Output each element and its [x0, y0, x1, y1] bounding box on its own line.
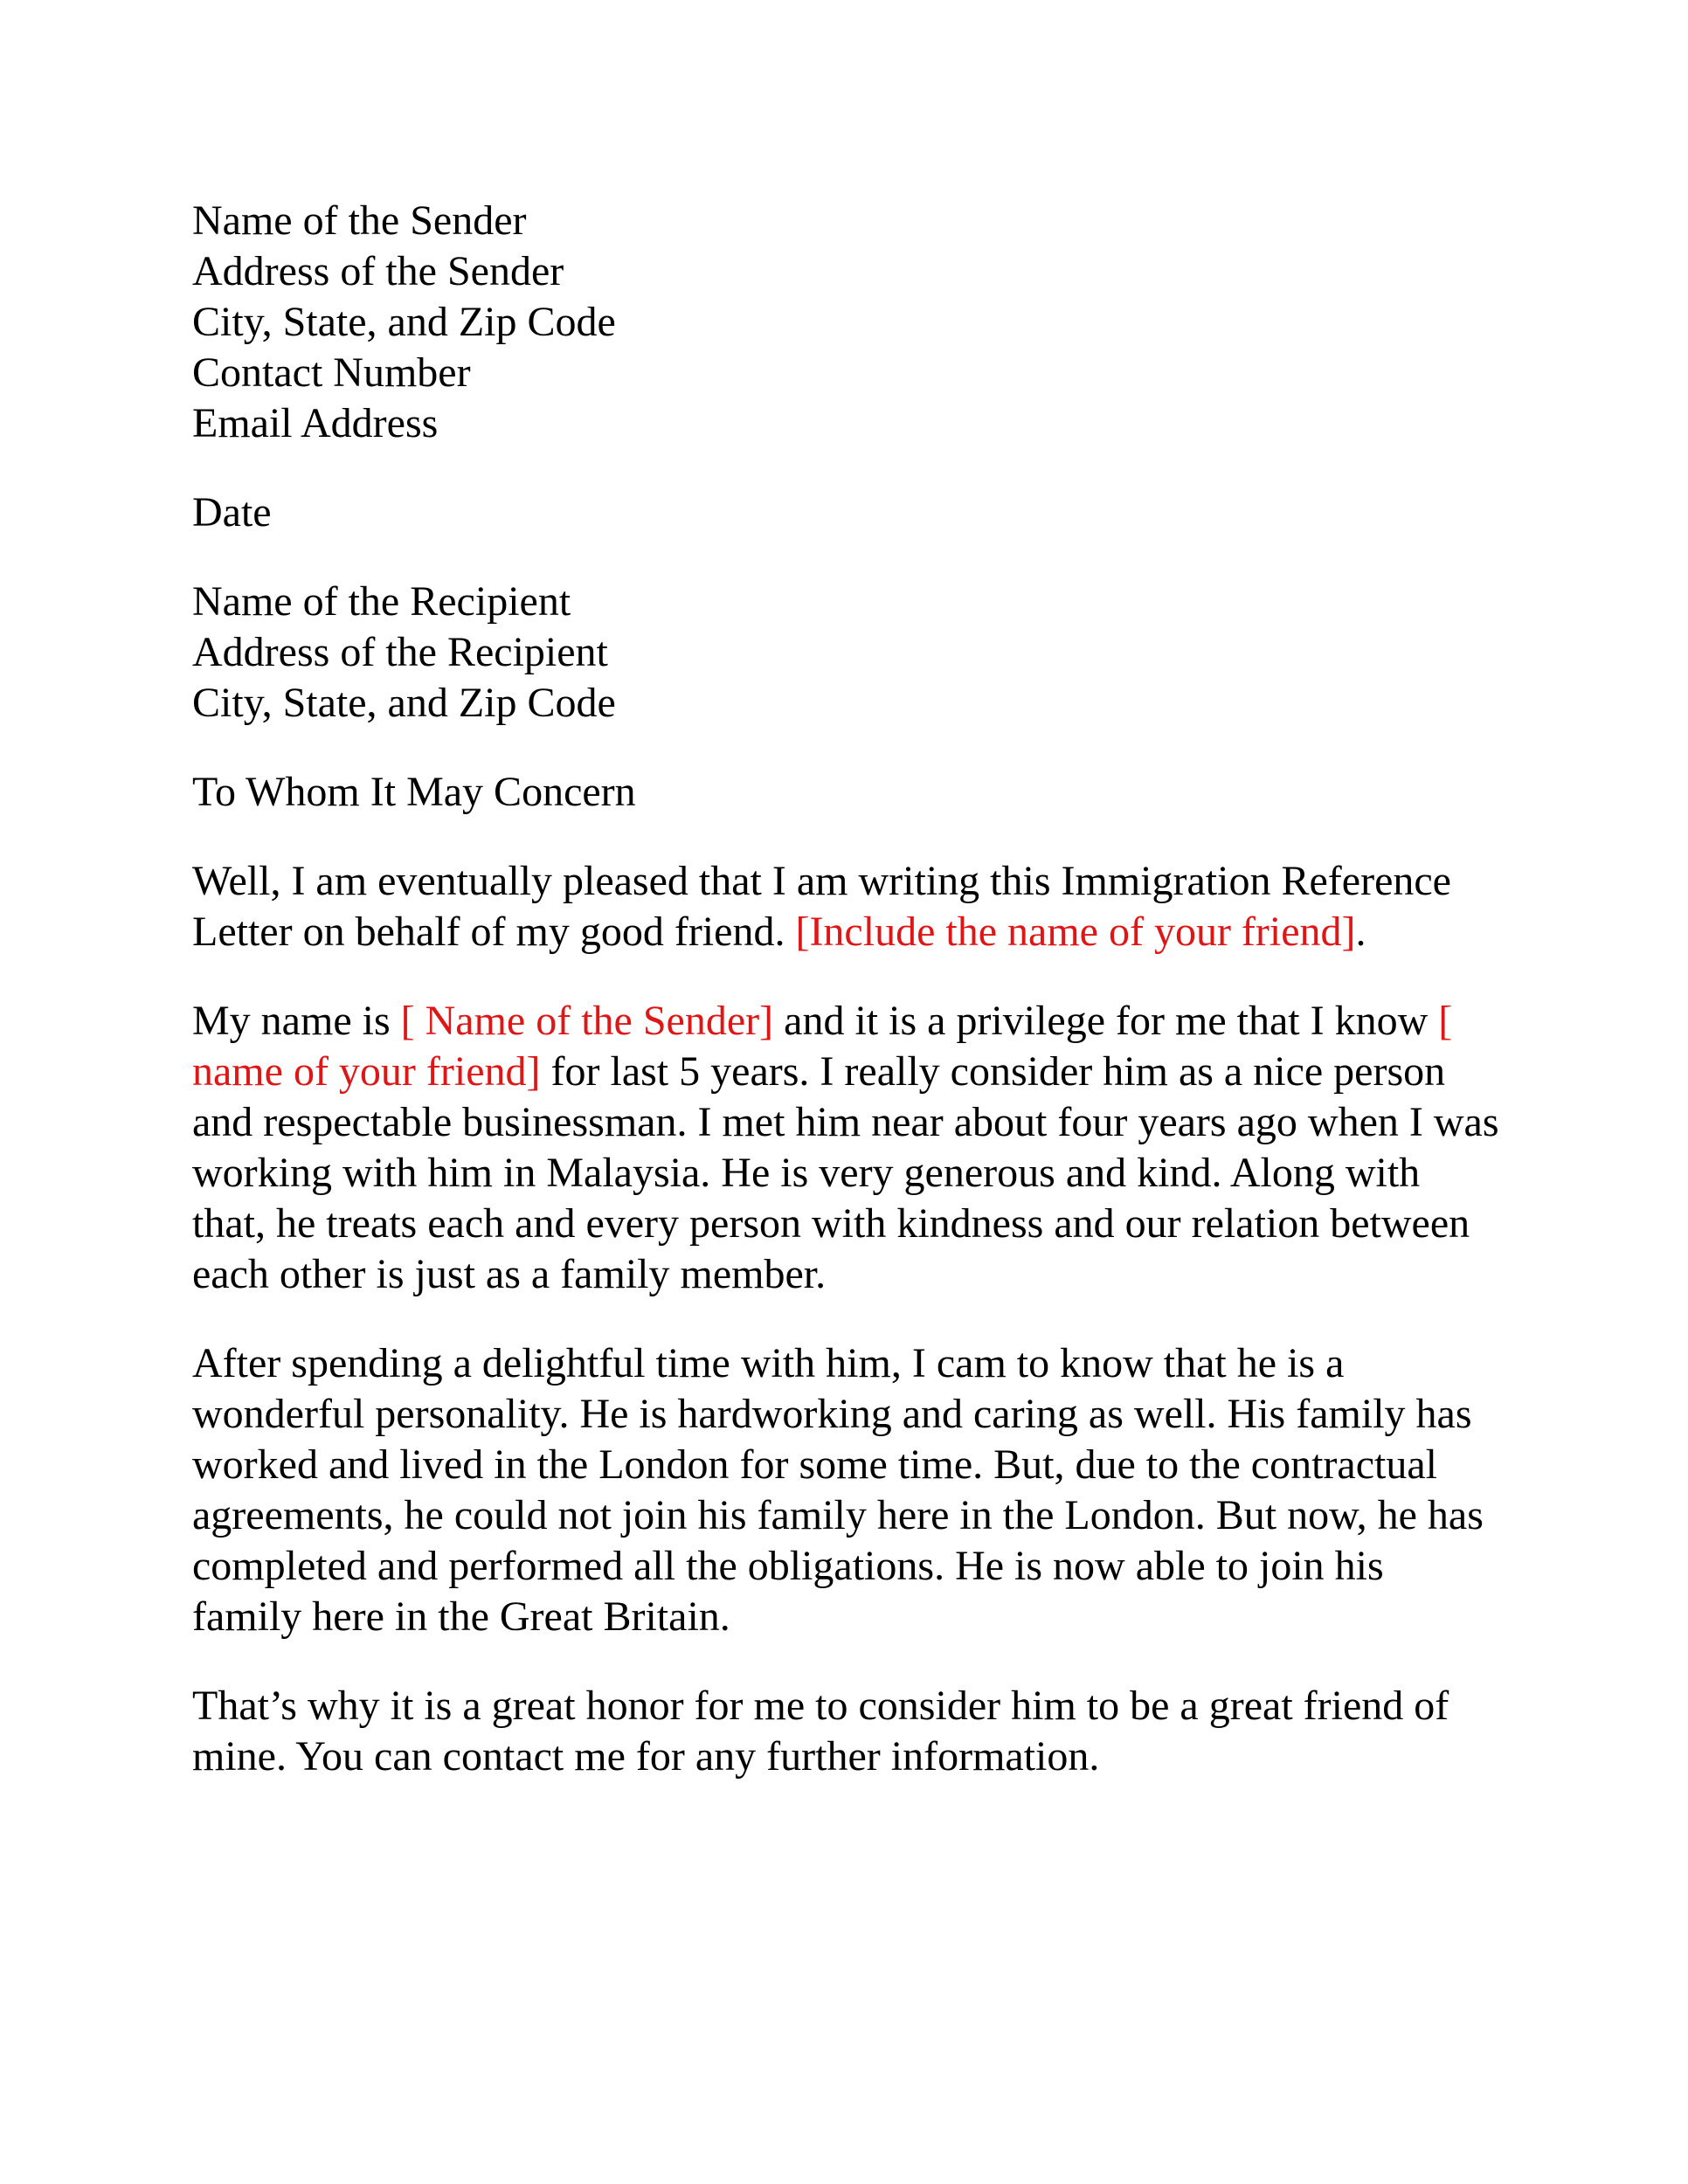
recipient-address-block [192, 577, 1500, 729]
date-line: Date [192, 489, 272, 536]
text-run: Well, I am eventually pleased that I am writing this Immigration Reference Letter on behalf of my good friend. [192, 858, 1451, 955]
sender-contact-number-line: Contact Number [192, 349, 471, 396]
sender-name-line: Name of the Sender [192, 197, 527, 244]
date-block [192, 487, 1500, 538]
text-run: and it is a privilege for me that I know [773, 998, 1439, 1044]
text-run: for last 5 years. I really consider him as a nice person and respectable businessman. I met him near about four years ago when I was working with him in Malaysia. He is very generous and kind. Along with that, he treats each and every person with kindness and our relation between each other is just as a family member. [192, 1048, 1499, 1297]
paragraph-closing [192, 1681, 1500, 1782]
placeholder-friend-name: [ name of your friend] [192, 998, 1453, 1095]
text-run: . [1355, 909, 1366, 955]
paragraph-character-reference [192, 1338, 1500, 1642]
recipient-name-line: Name of the Recipient [192, 578, 571, 625]
paragraph-introduction [192, 996, 1500, 1300]
text-run: My name is [192, 998, 401, 1044]
sender-address-line: Address of the Sender [192, 248, 564, 294]
salutation-block [192, 767, 1500, 818]
placeholder-friend-name: [Include the name of your friend] [795, 909, 1356, 955]
sender-address-block [192, 196, 1500, 449]
placeholder-sender-name: [ Name of the Sender] [400, 998, 774, 1044]
salutation-line: To Whom It May Concern [192, 769, 636, 815]
text-run: That’s why it is a great honor for me to consider him to be a great friend of mine. You can contact me for any further information. [192, 1683, 1449, 1780]
recipient-address-line: Address of the Recipient [192, 629, 608, 675]
sender-email-line: Email Address [192, 400, 439, 446]
paragraph-opening [192, 856, 1500, 957]
sender-city-state-zip-line: City, State, and Zip Code [192, 299, 616, 345]
text-run: After spending a delightful time with him, I cam to know that he is a wonderful personality. He is hardworking and caring as well. His family has worked and lived in the London for some time. But, due to the contractual agreements, he could not join his family here in the London. But now, he has completed and performed all the obligations. He is now able to join his family here in the Great Britain. [192, 1340, 1484, 1640]
recipient-city-state-zip-line: City, State, and Zip Code [192, 680, 616, 726]
